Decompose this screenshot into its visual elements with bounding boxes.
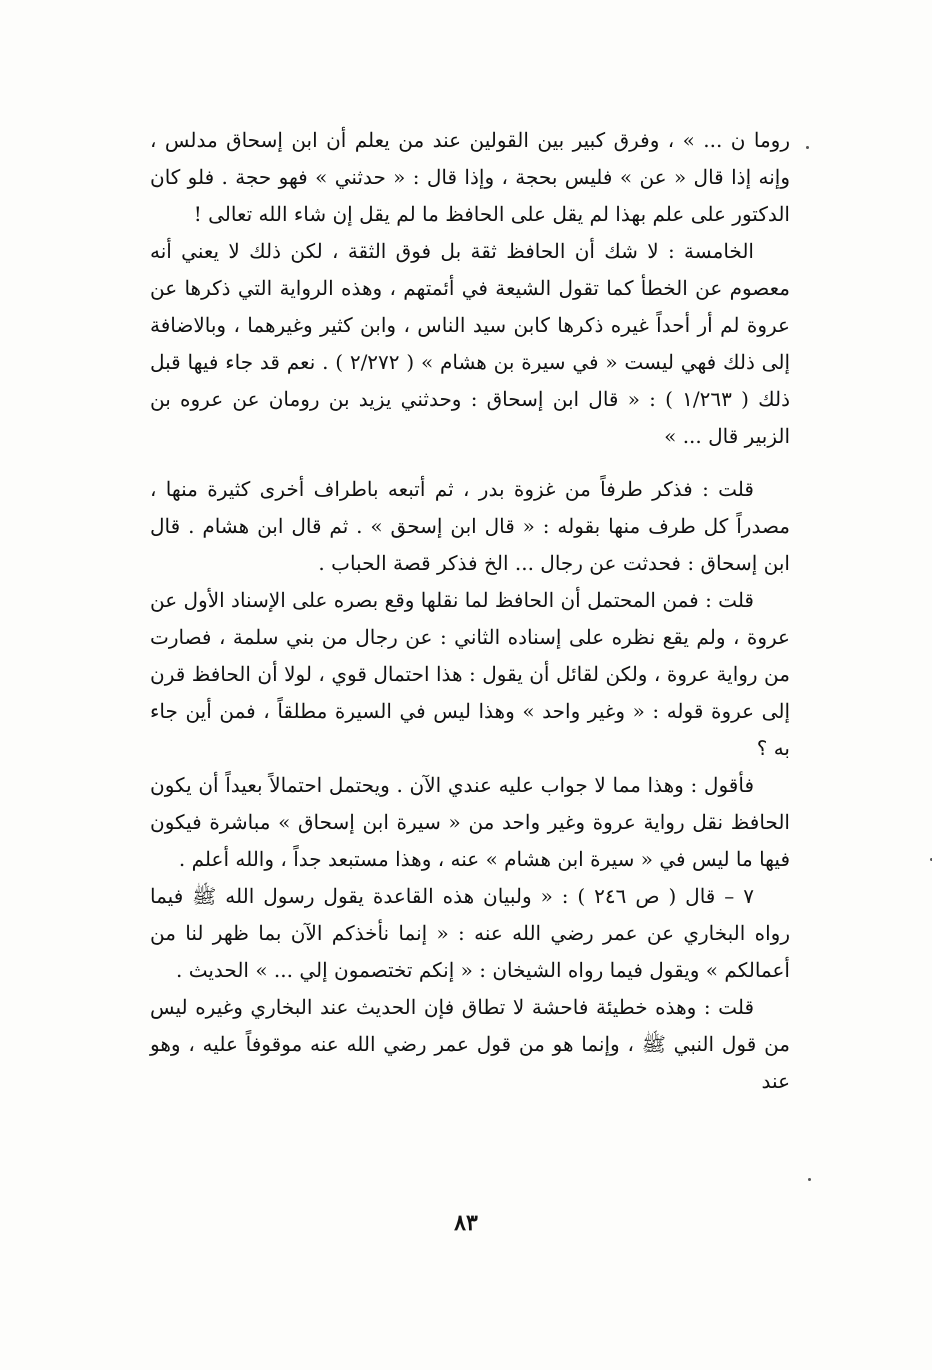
scan-speck	[806, 146, 809, 149]
paragraph-point-seven: ٧ – قال ( ص ٢٤٦ ) : « ولبيان هذه القاعدة يقول رسول الله ﷺ فيما رواه البخاري عن عمر رضي الله عنه : « إنما نأخذكم الآن بما ظهر لنا من أعمالكم » ويقول فيما رواه الشيخان : « إنكم تختصمون إلي ... » الحديث .	[150, 884, 790, 982]
paragraph-continuation: روما ن ... » ، وفرق كبير بين القولين عند من يعلم أن ابن إسحاق مدلس ، وإنه إذا قال « عن » فليس بحجة ، وإذا قال : « حدثني » فهو حجة . فلو كان الدكتور على علم بهذا لم يقل على الحافظ ما لم يقل إن شاء الله تعالى !	[150, 128, 790, 226]
paragraph-qult-3: قلت : وهذه خطيئة فاحشة لا تطاق فإن الحديث عند البخاري وغيره ليس من قول النبي ﷺ ، وإنما هو من قول عمر رضي الله عنه موقوفاً عليه ، وهو عند	[150, 995, 790, 1093]
page-body	[150, 122, 790, 1100]
paragraph-qult-1: قلت : فذكر طرفاً من غزوة بدر ، ثم أتبعه باطراف أخرى كثيرة منها ، مصدراً كل طرف منها بقوله : « قال ابن إسحق » . ثم قال ابن هشام . قال ابن إسحاق : فحدثت عن رجال ... الخ فذكر قصة الحباب .	[150, 477, 790, 575]
page-number: ٨٣	[454, 1210, 478, 1236]
paragraph-aqul: فأقول : وهذا مما لا جواب عليه عندي الآن . ويحتمل احتمالاً بعيداً أن يكون الحافظ نقل رواية عروة وغير واحد من « سيرة ابن إسحاق » مباشرة فيكون فيها ما ليس في « سيرة ابن هشام » عنه ، وهذا مستبعد جداً ، والله أعلم .	[150, 773, 790, 871]
paragraph-qult-2: قلت : فمن المحتمل أن الحافظ لما نقلها وقع بصره على الإسناد الأول عن عروة ، ولم يقع نظره على إسناده الثاني : عن رجال من بني سلمة ، فصارت من رواية عروة ، ولكن لقائل أن يقول : هذا احتمال قوي ، لولا أن الحافظ قرن إلى عروة قوله : « وغير واحد » وهذا ليس في السيرة مطلقاً ، فمن أين جاء به ؟	[150, 588, 790, 760]
paragraph-fifth-point: الخامسة : لا شك أن الحافظ ثقة بل فوق الثقة ، لكن ذلك لا يعني أنه معصوم عن الخطأ كما تقول الشيعة في أئمتهم ، وهذه الرواية التي ذكرها عن عروة لم أر أحداً غيره ذكرها كابن سيد الناس ، وابن كثير وغيرهما ، وبالاضافة إلى ذلك فهي ليست « في سيرة بن هشام » ( ٢/٢٧٢ ) . نعم قد جاء فيها قبل ذلك ( ١/٢٦٣ ) : « قال ابن إسحاق : وحدثني يزيد بن رومان عن عروه بن الزبير قال ... »	[150, 239, 790, 448]
scan-speck	[808, 1178, 811, 1181]
